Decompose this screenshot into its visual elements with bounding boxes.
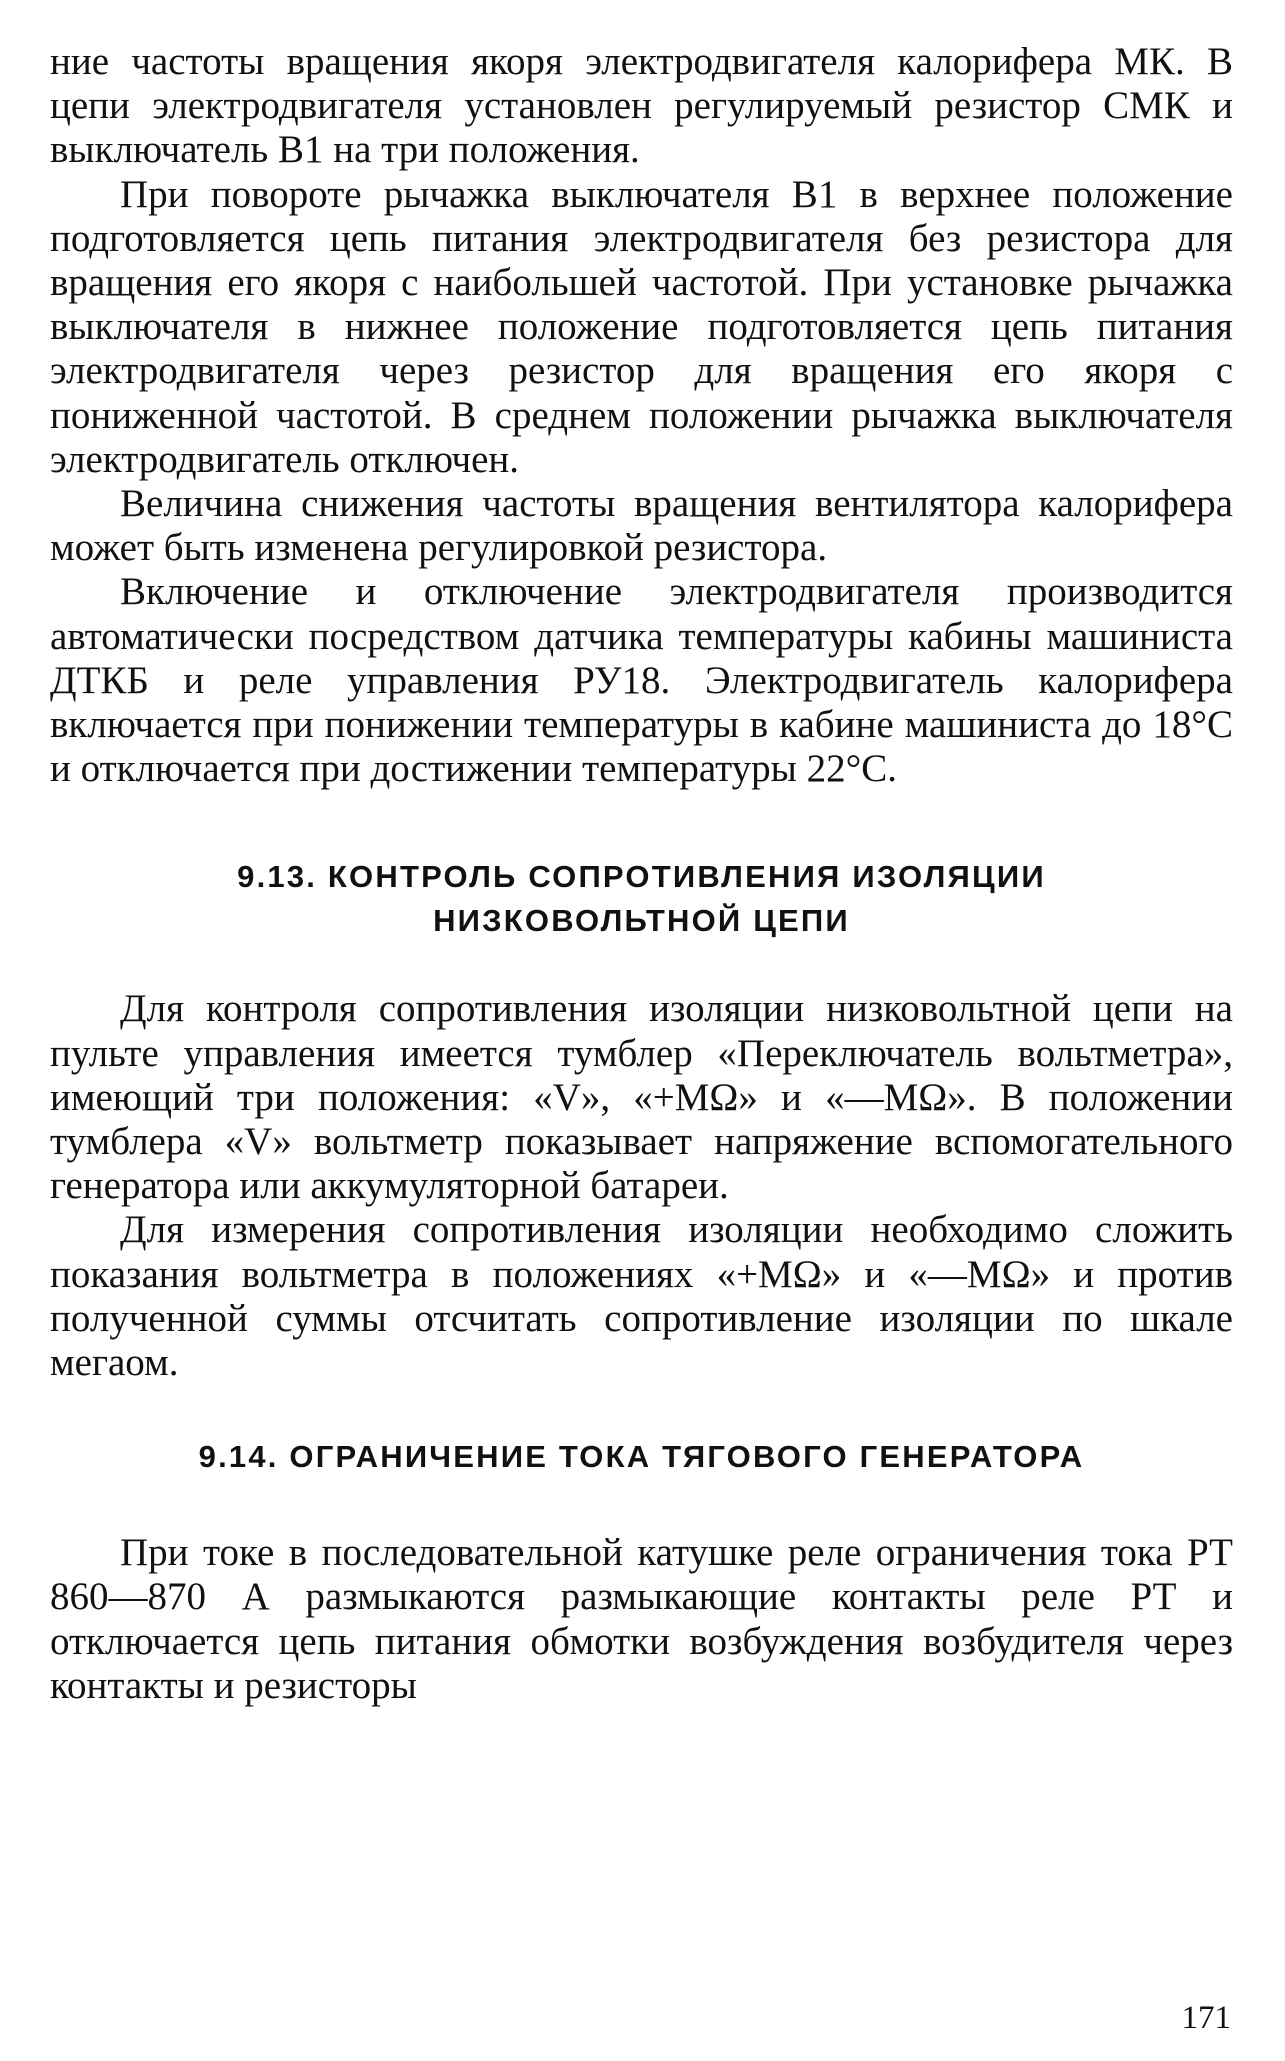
section-913-title-line2: НИЗКОВОЛЬТНОЙ ЦЕПИ bbox=[433, 903, 850, 939]
section-913-title-line1: 9.13. КОНТРОЛЬ СОПРОТИВЛЕНИЯ ИЗОЛЯЦИИ bbox=[237, 859, 1046, 895]
paragraph-switch-positions: При повороте рычажка выключателя В1 в верхнее положение подготовляется цепь питания электродвигателя без резистора для вращения его якоря с наибольшей частотой. При установке рычажка выключателя в нижнее положение подготовляется цепь питания электродвигателя через резистор для вращения его якоря с пониженной частотой. В среднем положении рычажка выключателя электродвигатель отключен. bbox=[50, 172, 1233, 481]
spacer bbox=[50, 791, 1233, 855]
paragraph-insulation-measure: Для измерения сопротивления изоляции необходимо сложить показания вольтметра в положениях «+МΩ» и «—МΩ» и против полученной суммы отсчитать сопротивление изоляции по шкале мегаом. bbox=[50, 1208, 1233, 1385]
paragraph-current-limit: При токе в последовательной катушке реле ограничения тока РТ 860—870 А размыкаются размыкающие контакты реле РТ и отключается цепь питания обмотки возбуждения возбудителя через контакты и резисторы bbox=[50, 1531, 1233, 1707]
paragraph-auto-control: Включение и отключение электродвигателя производится автоматически посредством датчика температуры кабины машиниста ДТКБ и реле управления РУ18. Электродвигатель калорифера включается при понижении температуры в кабине машиниста до 18°С и отключается при достижении температуры 22°С. bbox=[50, 570, 1233, 791]
section-913-title bbox=[50, 855, 1233, 943]
spacer bbox=[50, 943, 1233, 987]
paragraph-calorifer-motor: ние частоты вращения якоря электродвигателя калорифера МК. В цепи электродвигателя установлен регулируемый резистор СМК и выключатель В1 на три положения. bbox=[50, 40, 1233, 172]
paragraph-voltmeter-switch: Для контроля сопротивления изоляции низковольтной цепи на пульте управления имеется тумблер «Переключатель вольтметра», имеющий три положения: «V», «+МΩ» и «—МΩ». В положении тумблера «V» вольтметр показывает напряжение вспомогательного генератора или аккумуляторной батареи. bbox=[50, 987, 1233, 1208]
section-914-title: 9.14. ОГРАНИЧЕНИЕ ТОКА ТЯГОВОГО ГЕНЕРАТОРА bbox=[198, 1439, 1085, 1475]
paragraph-fan-speed: Величина снижения частоты вращения вентилятора калорифера может быть изменена регулировкой резистора. bbox=[50, 482, 1233, 570]
page-number: 171 bbox=[1181, 2000, 1231, 2036]
spacer bbox=[50, 1385, 1233, 1435]
spacer bbox=[50, 1479, 1233, 1531]
